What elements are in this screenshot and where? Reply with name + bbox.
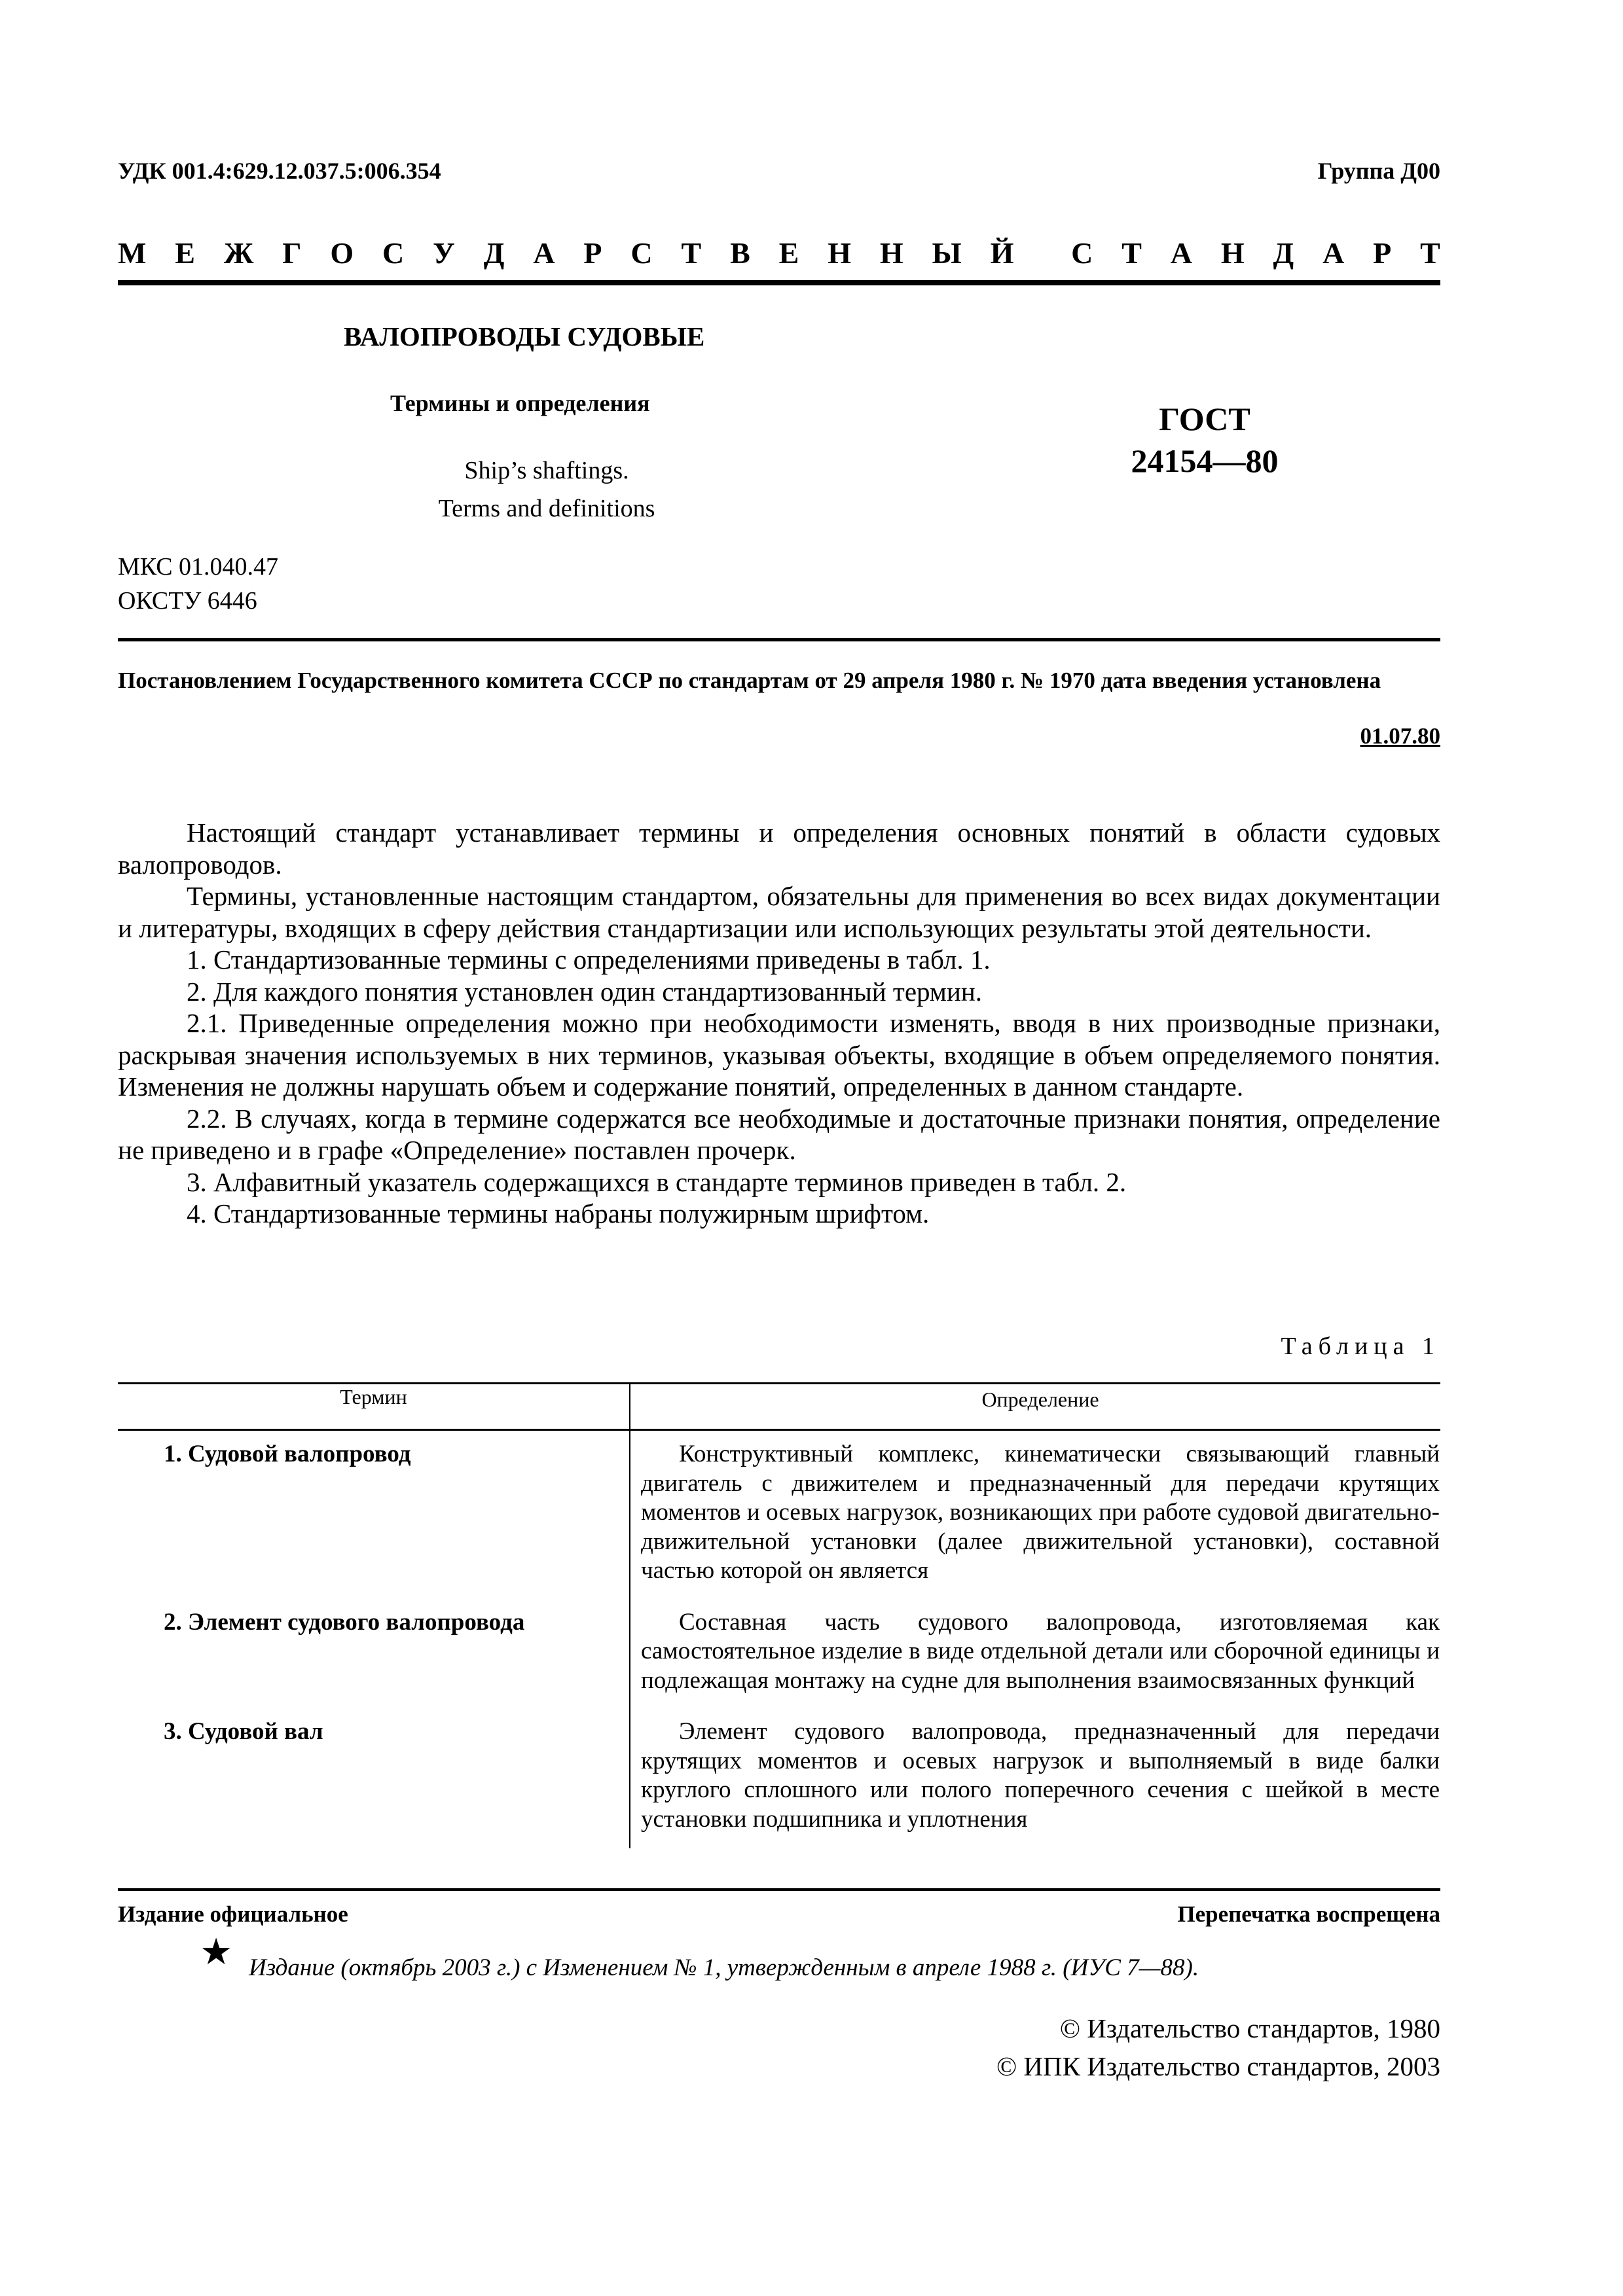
table-row (118, 1430, 1440, 1599)
group-code: Группа Д00 (1317, 158, 1440, 184)
term-cell (118, 1430, 630, 1599)
term-number: 3. (164, 1718, 182, 1745)
english-title (0, 452, 1093, 528)
paragraph: 2. Для каждого понятия установлен один стандартизованный термин. (187, 976, 983, 1007)
paragraph: 4. Стандартизованные термины набраны полужирным шрифтом. (187, 1198, 930, 1229)
heading-letter: А (533, 236, 555, 270)
english-title-line1: Ship’s shaftings. (464, 457, 629, 484)
section-rule (118, 638, 1440, 641)
paragraph: 2.2. В случаях, когда в термине содержатся все необходимые и достаточные признаки понятия, определение не приведено и в графе «Определение» поставлен прочерк. (118, 1103, 1440, 1165)
heading-letter: С (1071, 236, 1093, 270)
official-edition-label: Издание официальное (118, 1901, 348, 1927)
table-row (118, 1708, 1440, 1848)
okstu-code: ОКСТУ 6446 (118, 587, 257, 615)
gost-number: 24154—80 (1131, 442, 1279, 479)
heading-letter: С (382, 236, 405, 270)
heading-letter: М (118, 236, 147, 270)
reprint-notice: Перепечатка воспрещена (1177, 1901, 1440, 1927)
interstate-standard-heading (118, 236, 1440, 275)
heading-letter: О (330, 236, 354, 270)
paragraph: 3. Алфавитный указатель содержащихся в стандарте терминов приведен в табл. 2. (187, 1166, 1127, 1197)
table-caption: Таблица 1 (1281, 1333, 1440, 1360)
paragraph: Настоящий стандарт устанавливает термины и определения основных понятий в области судовых валопроводов. (118, 817, 1440, 880)
term-name: Судовой вал (188, 1718, 323, 1745)
gost-designation (1106, 398, 1303, 482)
heading-letter: Ж (223, 236, 254, 270)
term-cell (118, 1599, 630, 1709)
heading-letter: Й (990, 236, 1014, 270)
term-number: 2. (164, 1608, 182, 1636)
definition-cell (630, 1599, 1440, 1709)
heading-letter: Р (1373, 236, 1392, 270)
heading-letter: Д (483, 236, 505, 270)
heading-letter: Н (1220, 236, 1245, 270)
heading-letter: Т (1420, 236, 1440, 270)
heading-letter: Д (1273, 236, 1294, 270)
heading-letter: Г (282, 236, 302, 270)
heading-letter: Н (828, 236, 851, 270)
term-name: Элемент судового валопровода (188, 1608, 525, 1636)
term-definition: Элемент судового валопровода, предназначенный для передачи крутящих моментов и осевых нагрузок и выполняемый в виде балки круглого сплошного или полого поперечного сечения с шейкой в месте установки подшипника и уплотнения (641, 1718, 1440, 1833)
column-header-definition: Определение (630, 1384, 1440, 1430)
term-definition: Составная часть судового валопровода, изготовляемая как самостоятельное изделие в виде отдельной детали или сборочной единицы и подлежащая монтажу на судне для выполнения взаимосвязанных функций (641, 1608, 1440, 1694)
english-title-line2: Terms and definitions (438, 495, 655, 522)
term-number: 1. (164, 1441, 182, 1467)
definition-cell (630, 1708, 1440, 1848)
mks-code: МКС 01.040.47 (118, 553, 279, 581)
heading-letter: А (1322, 236, 1345, 270)
heading-letter: Т (1122, 236, 1142, 270)
paragraph: 2.1. Приведенные определения можно при необходимости изменять, вводя в них производные признаки, раскрывая значения используемых в них терминов, указывая объекты, входящие в объем определяемого понятия. Изменения не должны нарушать объем и содержание понятий, определенных в данном стандарте. (118, 1008, 1440, 1102)
header-rule (118, 280, 1440, 285)
document-title: ВАЛОПРОВОДЫ СУДОВЫЕ (344, 321, 705, 351)
table-row (118, 1599, 1440, 1709)
copyright-line: © ИПК Издательство стандартов, 2003 (996, 2051, 1440, 2081)
column-header-term: Термин (118, 1384, 630, 1430)
footer-rule (118, 1888, 1440, 1891)
heading-letter: Е (175, 236, 195, 270)
heading-letter: Ы (932, 236, 962, 270)
body-text (118, 817, 1440, 1230)
heading-letter: Т (681, 236, 702, 270)
decree-text: Постановлением Государственного комитета СССР по стандартам от 29 апреля 1980 г. № 1970 дата введения установлена (118, 668, 1381, 693)
table-header-row (118, 1384, 1440, 1430)
edition-note: Издание (октябрь 2003 г.) с Изменением № 1, утвержденным в апреле 1988 г. (ИУС 7—88). (249, 1954, 1199, 1981)
paragraph: 1. Стандартизованные термины с определениями приведены в табл. 1. (187, 944, 991, 975)
paragraph: Термины, установленные настоящим стандартом, обязательны для применения во всех видах документации и литературы, входящих в сферу действия стандартизации или использующих результаты этой деятельности. (118, 881, 1440, 943)
copyright-line: © Издательство стандартов, 1980 (1059, 2013, 1440, 2043)
heading-letter: А (1170, 236, 1192, 270)
term-definition: Конструктивный комплекс, кинематически связывающий главный двигатель с движителем и предназначенный для передачи крутящих моментов и осевых нагрузок, возникающих при работе судовой двигательно-движительной установки (далее движительной установки), составной частью которой он является (641, 1441, 1440, 1584)
decree-date: 01.07.80 (1360, 723, 1440, 749)
heading-letter: В (730, 236, 750, 270)
heading-letter: Е (778, 236, 799, 270)
heading-letter: Н (879, 236, 903, 270)
document-subtitle: Термины и определения (390, 390, 650, 416)
heading-letter: С (630, 236, 653, 270)
definition-cell (630, 1430, 1440, 1599)
term-name: Судовой валопровод (188, 1441, 411, 1467)
classification-codes (118, 550, 278, 618)
star-icon: ★ (200, 1932, 233, 1973)
copyright-block (996, 2009, 1440, 2085)
udk-code: УДК 001.4:629.12.037.5:006.354 (118, 158, 441, 184)
heading-letter: Р (583, 236, 602, 270)
heading-letter: У (433, 236, 455, 270)
term-cell (118, 1708, 630, 1848)
terms-table (118, 1382, 1440, 1848)
gost-label: ГОСТ (1159, 401, 1250, 437)
